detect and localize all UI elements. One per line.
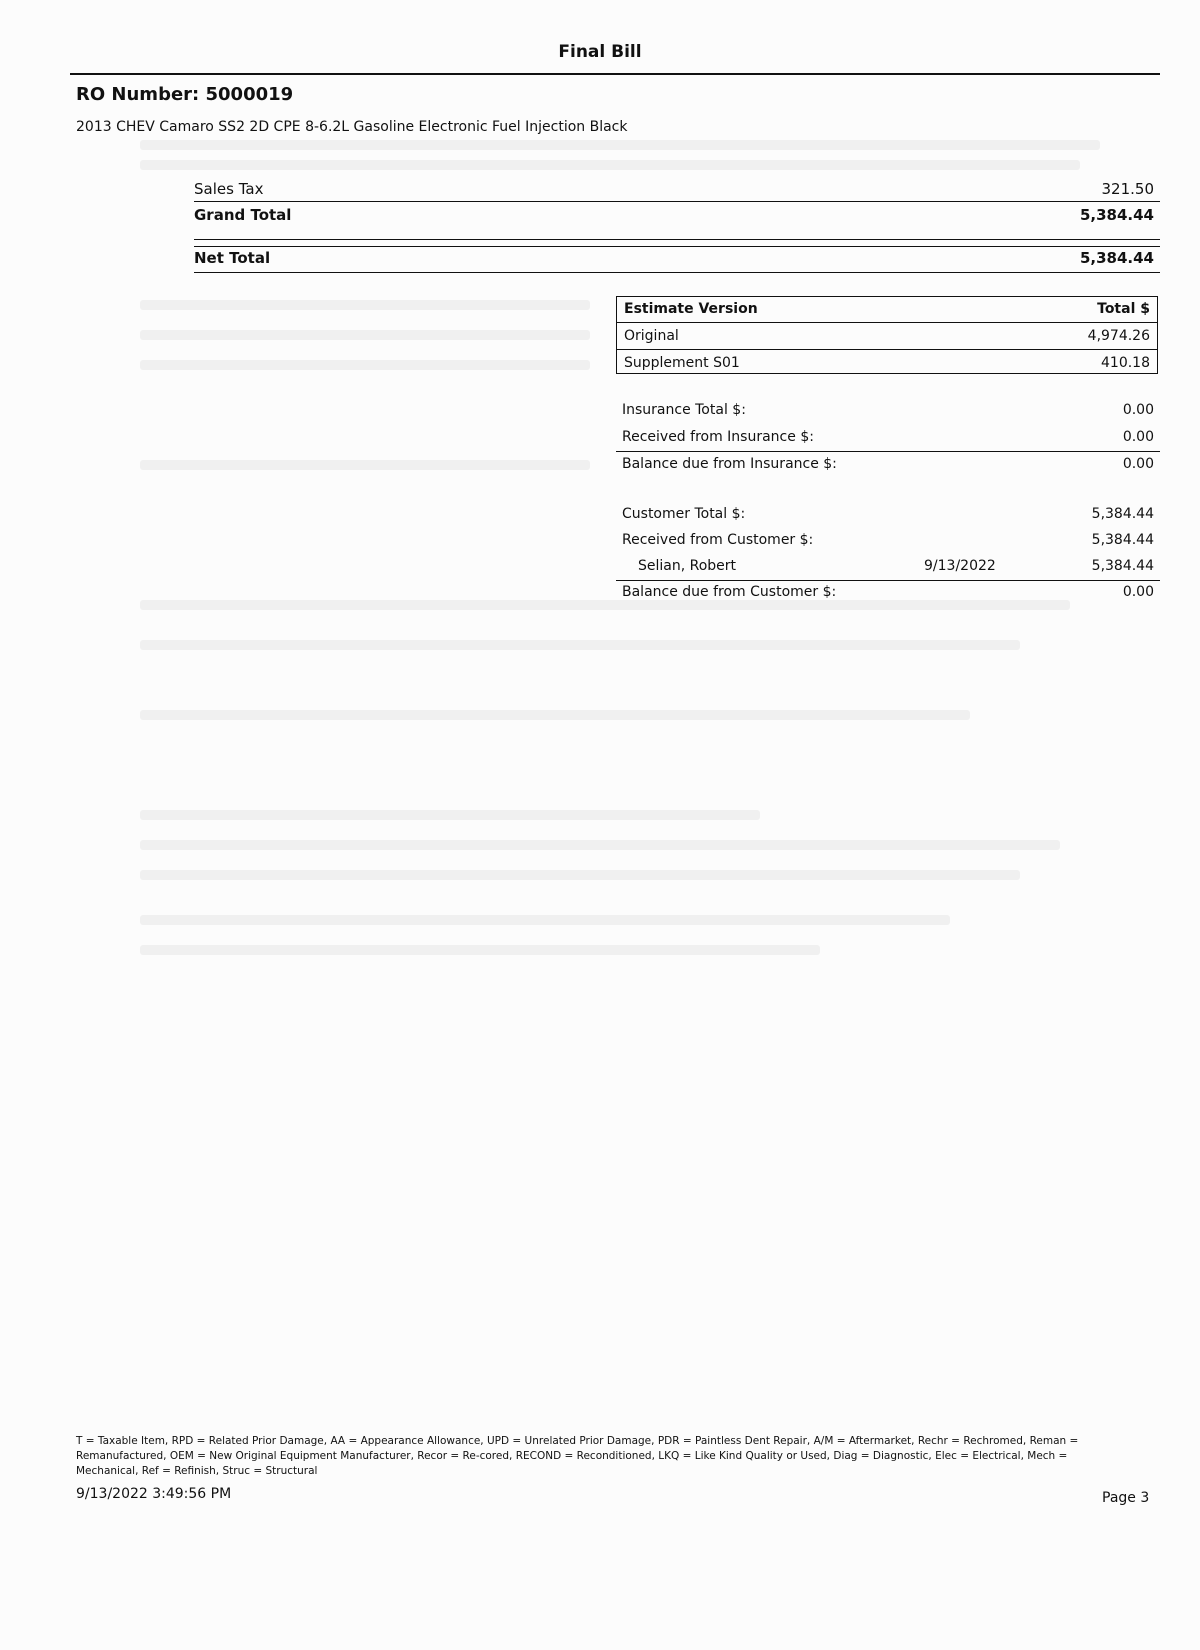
customer-divider xyxy=(616,580,1160,581)
customer-total-row xyxy=(622,506,1154,522)
customer-payment-row xyxy=(638,558,1154,574)
estimate-version-table xyxy=(616,296,1158,374)
insurance-total-value: 0.00 xyxy=(1122,402,1154,418)
vehicle-description: 2013 CHEV Camaro SS2 2D CPE 8-6.2L Gasoline Electronic Fuel Injection Black xyxy=(76,119,628,135)
insurance-divider xyxy=(616,451,1160,452)
insurance-total-row xyxy=(622,402,1154,418)
ro-number: RO Number: 5000019 xyxy=(76,84,294,105)
title-divider xyxy=(70,73,1160,75)
sales-tax-label: Sales Tax xyxy=(194,180,264,198)
estimate-version-header: Estimate Version xyxy=(624,301,758,317)
grand-total-row xyxy=(194,206,1154,224)
insurance-received-row xyxy=(622,429,1154,445)
customer-balance-value: 0.00 xyxy=(1122,584,1154,600)
sales-tax-value: 321.50 xyxy=(1101,180,1154,198)
insurance-balance-row xyxy=(622,456,1154,472)
customer-total-value: 5,384.44 xyxy=(1091,506,1154,522)
net-total-value: 5,384.44 xyxy=(1079,249,1154,267)
estimate-total-header: Total $ xyxy=(1097,301,1150,317)
printed-timestamp: 9/13/2022 3:49:56 PM xyxy=(76,1486,232,1502)
payment-date: 9/13/2022 xyxy=(924,558,996,574)
payer-name: Selian, Robert xyxy=(638,558,737,574)
customer-received-value: 5,384.44 xyxy=(1091,532,1154,548)
grand-total-label: Grand Total xyxy=(194,206,292,224)
grand-total-value: 5,384.44 xyxy=(1079,206,1154,224)
estimate-table-header xyxy=(617,297,1157,323)
estimate-row-label: Original xyxy=(624,328,679,344)
insurance-balance-value: 0.00 xyxy=(1122,456,1154,472)
payment-amount: 5,384.44 xyxy=(1091,558,1154,574)
insurance-total-label: Insurance Total $: xyxy=(622,402,746,418)
estimate-row-value: 410.18 xyxy=(1101,355,1150,371)
customer-received-row xyxy=(622,532,1154,548)
customer-received-label: Received from Customer $: xyxy=(622,532,814,548)
customer-total-label: Customer Total $: xyxy=(622,506,746,522)
customer-balance-label: Balance due from Customer $: xyxy=(622,584,837,600)
totals-divider xyxy=(194,239,1160,240)
totals-divider xyxy=(194,246,1160,247)
estimate-row-label: Supplement S01 xyxy=(624,355,740,371)
insurance-received-label: Received from Insurance $: xyxy=(622,429,814,445)
insurance-received-value: 0.00 xyxy=(1122,429,1154,445)
totals-divider xyxy=(194,272,1160,273)
net-total-label: Net Total xyxy=(194,249,271,267)
page-number: Page 3 xyxy=(1102,1490,1150,1506)
document-title: Final Bill xyxy=(558,42,642,62)
sales-tax-row xyxy=(194,180,1154,198)
insurance-balance-label: Balance due from Insurance $: xyxy=(622,456,837,472)
estimate-row-value: 4,974.26 xyxy=(1087,328,1150,344)
customer-balance-row xyxy=(622,584,1154,600)
totals-divider xyxy=(194,201,1160,202)
estimate-row xyxy=(617,323,1157,350)
abbreviation-legend: T = Taxable Item, RPD = Related Prior Damage, AA = Appearance Allowance, UPD = Unrelated Prior Damage, PDR = Paintless Dent Repair, A/M = Aftermarket, Rechr = Rechromed, Reman = Remanufactured, OEM = New Original Equipment Manufacturer, Recor = Re-cored, RECOND = Reconditioned, LKQ = Like Kind Quality or Used, Diag = Diagnostic, Elec = Electrical, Mech = Mechanical, Ref = Refinish, Struc = Structural xyxy=(76,1435,1079,1477)
estimate-row xyxy=(617,350,1157,376)
net-total-row xyxy=(194,249,1154,267)
